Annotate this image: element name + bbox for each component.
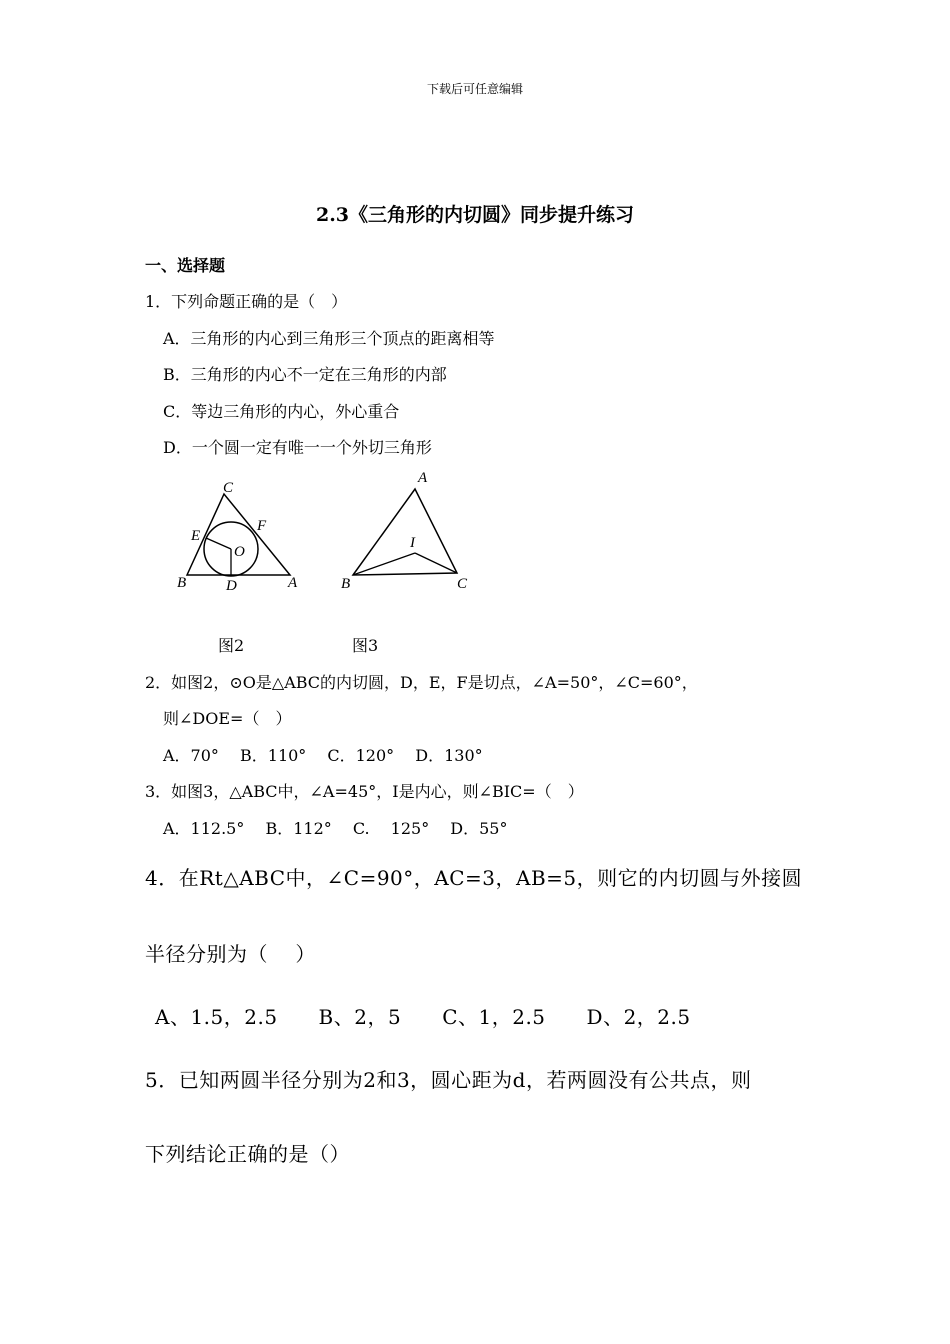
label-i: I xyxy=(410,535,415,551)
figure-2-caption: 图2 xyxy=(218,636,245,655)
figure-2-incircle xyxy=(170,475,310,600)
radius-oe xyxy=(206,538,231,549)
document-title: 2.3《三角形的内切圆》同步提升练习 xyxy=(315,204,635,226)
question-1-option-d: D．一个圆一定有唯一一个外切三角形 xyxy=(163,438,432,457)
question-4-options: A、1.5，2.5 B、2，5 C、1，2.5 D、2，2.5 xyxy=(155,1005,691,1029)
label-b: B xyxy=(177,575,187,591)
question-4-line-2: 半径分别为（ ） xyxy=(145,942,316,966)
figure-3-caption: 图3 xyxy=(352,636,379,655)
question-1-option-b: B．三角形的内心不一定在三角形的内部 xyxy=(163,365,447,384)
label-o: O xyxy=(234,544,245,560)
question-5-line-2: 下列结论正确的是（） xyxy=(145,1142,350,1166)
label-a: A xyxy=(418,470,428,486)
label-b: B xyxy=(341,576,351,592)
segment-ic xyxy=(415,553,457,573)
label-c: C xyxy=(223,480,234,496)
question-1-option-c: C．等边三角形的内心，外心重合 xyxy=(163,402,400,421)
question-2-options: A．70° B．110° C．120° D．130° xyxy=(163,746,483,765)
question-3-options: A．112.5° B．112° C. 125° D．55° xyxy=(163,819,508,838)
question-1-option-a: A．三角形的内心到三角形三个顶点的距离相等 xyxy=(163,329,495,348)
question-5-line-1: 5．已知两圆半径分别为2和3，圆心距为d，若两圆没有公共点，则 xyxy=(145,1068,752,1092)
label-c: C xyxy=(457,576,468,592)
question-2-line-1: 2．如图2，⊙O是△ABC的内切圆，D，E，F是切点，∠A=50°，∠C=60°， xyxy=(145,673,698,692)
section-heading: 一、选择题 xyxy=(145,256,226,275)
label-f: F xyxy=(257,518,267,534)
question-1-stem: 1．下列命题正确的是（ ） xyxy=(145,292,348,311)
question-2-line-2: 则∠DOE=（ ） xyxy=(163,709,292,728)
triangle-abc xyxy=(187,494,290,575)
question-3-stem: 3．如图3，△ABC中，∠A=45°，I是内心，则∠BIC=（ ） xyxy=(145,782,584,801)
triangle-abc xyxy=(353,489,457,575)
label-a: A xyxy=(288,575,298,591)
question-4-line-1: 4．在Rt△ABC中，∠C=90°，AC=3，AB=5，则它的内切圆与外接圆 xyxy=(145,866,803,890)
label-d: D xyxy=(226,578,237,594)
segment-bi xyxy=(353,553,415,575)
figure-3-incenter xyxy=(335,465,480,600)
header-note: 下载后可任意编辑 xyxy=(426,82,523,96)
label-e: E xyxy=(191,528,201,544)
